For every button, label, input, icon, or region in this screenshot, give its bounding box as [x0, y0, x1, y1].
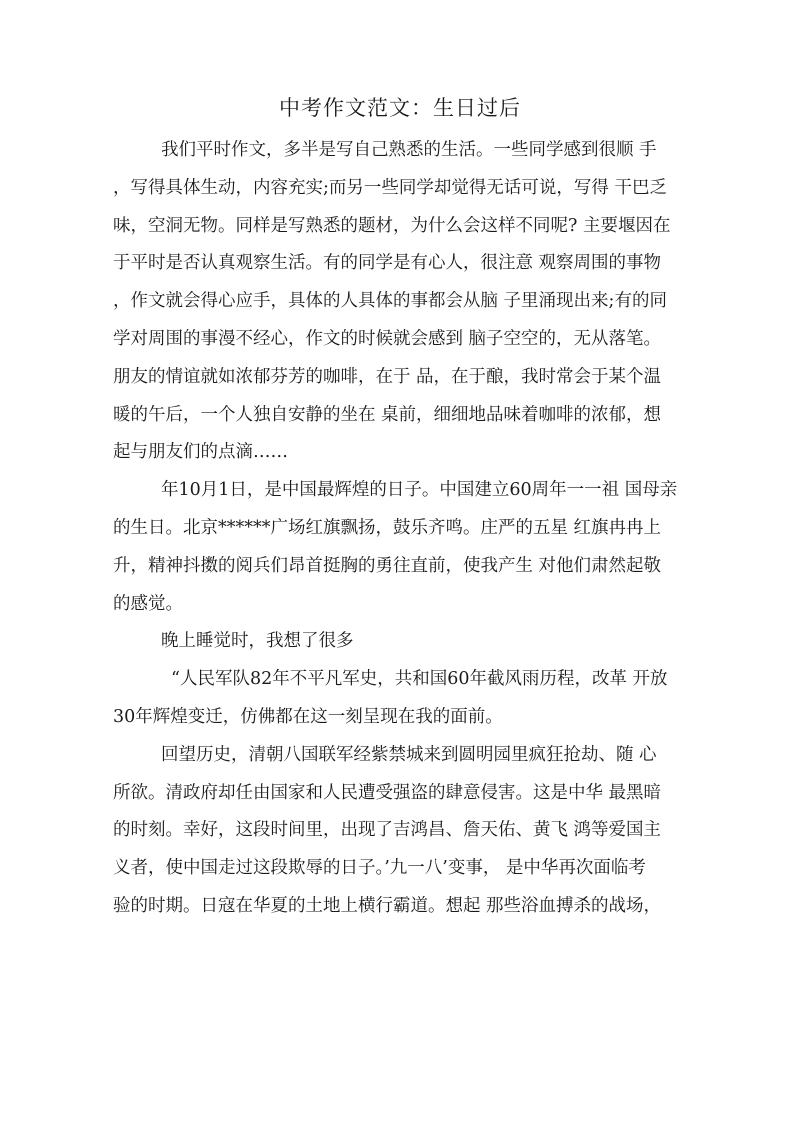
text-line: ，写得具体生动，内容充实;而另一些同学却觉得无话可说，写得 干巴乏: [113, 177, 667, 198]
text-line: 于平时是否认真观察生活。有的同学是有心人，很注意 观察周围的事物: [113, 253, 662, 274]
text-line: 晚上睡觉时，我想了很多: [161, 631, 354, 652]
text-line: 朋友的情谊就如浓郁芬芳的咖啡，在于 品，在于酿，我时常会于某个温: [113, 366, 662, 387]
paragraph-2: [113, 472, 687, 623]
text-line: ，作文就会得心应手，具体的人具体的事都会从脑 子里涌现出来;有的同: [113, 291, 667, 312]
paragraph-5: [113, 737, 687, 926]
text-line: 验的时期。日寇在华夏的土地上横行霸道。想起 那些浴血搏杀的战场，: [113, 895, 662, 916]
text-line: 30年辉煌变迁，仿佛都在这一刻呈现在我的面前。: [113, 706, 503, 727]
paragraph-3: [113, 623, 687, 661]
text-line: 学对周围的事漫不经心，作文的时候就会感到 脑子空空的，无从落笔。: [113, 328, 662, 349]
text-line: 的生日。北京******广场红旗飘扬，鼓乐齐鸣。庄严的五星 红旗冉冉上: [113, 517, 662, 538]
text-line: 我们平时作文，多半是写自己熟悉的生活。一些同学感到很顺 手: [161, 140, 657, 160]
text-line: 暖的午后，一个人独自安静的坐在 桌前，细细地品味着咖啡的浓郁，想: [113, 404, 662, 425]
text-line: 升，精神抖擞的阅兵们昂首挺胸的勇往直前，使我产生 对他们肃然起敬: [113, 555, 662, 576]
text-line: 所欲。清政府却任由国家和人民遭受强盗的肆意侵害。这是中华 最黑暗: [113, 782, 662, 803]
text-line: 味，空洞无物。同样是写熟悉的题材，为什么会这样不同呢? 主要堰因在: [113, 215, 671, 236]
text-line: 义者，使中国走过这段欺辱的日子。’九一八’变事， 是中华再次面临考: [113, 858, 646, 879]
text-line: 的感觉。: [113, 593, 183, 614]
text-line: 起与朋友们的点滴……: [113, 442, 288, 463]
text-line: 年10月1日，是中国最辉煌的日子。中国建立60周年一一祖 国母亲: [161, 480, 678, 501]
page-title: 中考作文范文：生日过后: [279, 96, 521, 120]
text-line: “人民军队82年不平凡军史，共和国60年截风雨历程，改革 开放: [171, 669, 668, 690]
paragraph-1: [113, 132, 687, 472]
essay-body: [113, 132, 687, 926]
paragraph-4: [113, 661, 687, 737]
text-line: 回望历史，清朝八国联军经紫禁城来到圆明园里疯狂抢劫、随 心: [161, 744, 657, 765]
text-line: 的时刻。幸好，这段时间里，出现了吉鸿昌、詹天佑、黄飞 鸿等爱国主: [113, 820, 662, 841]
